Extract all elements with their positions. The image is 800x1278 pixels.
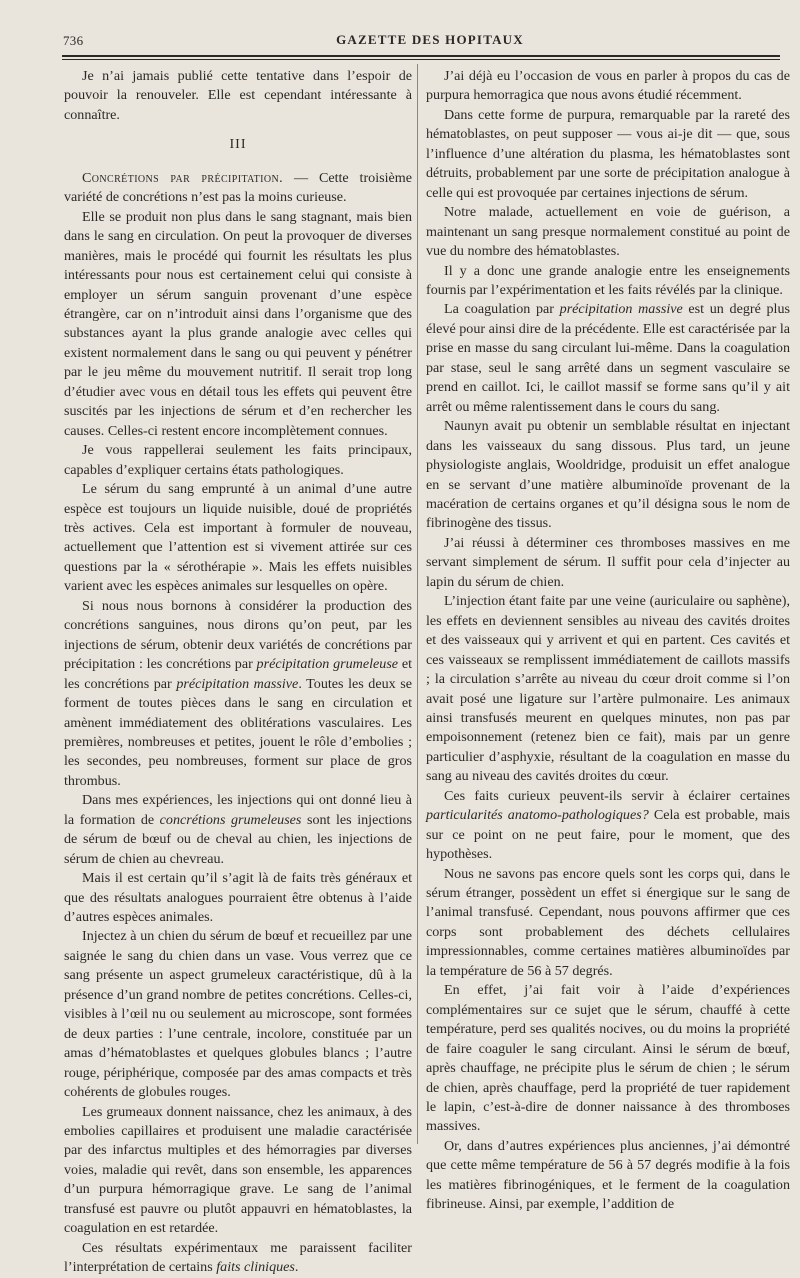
page-number: 736 bbox=[63, 33, 84, 48]
paragraph-text: est un degré plus élevé pour ainsi dire de la précédente. Elle est caractérisée par la prise en masse du sang circulant lui-même. Dans la coagulation par stase, seul le sang arrêté dans un segment vasculaire se prend en caillot. Ici, le caillot massif se forme sans qu’il y ait arrêt ou même ralentissement dans le cours du sang. bbox=[426, 301, 790, 415]
paragraph bbox=[64, 597, 412, 792]
paragraph-text: — Cette troisième variété de concrétions n’est pas la moins curieuse. bbox=[64, 169, 413, 206]
paragraph: L’injection étant faite par une veine (auriculaire ou saphène), les effets en deviennent sensibles au niveau des cavités droites et des vaisseaux qui y arrivent et qui en partent. Ces cavités et ces vaisseaux se remplissent immédiatement de caillots massifs ; la circulation s’arrête au niveau du cœur droit comme si l’on avait posé une ligature sur l’artère pulmonaire. Les animaux ainsi transfusés meurent en quelques minutes, non pas par empoisonnement (retenez bien ce fait), mais par un genre particulier d’asphyxie, résultant de la coagulation en masse du sang au niveau des cavités droites du cœur. bbox=[426, 593, 790, 785]
paragraph-text: Dans mes expériences, les injections qui ont donné lieu à la formation de bbox=[64, 792, 412, 828]
emphasis: faits cliniques bbox=[216, 1259, 295, 1276]
journal-title: GAZETTE DES HOPITAUX bbox=[336, 32, 524, 47]
paragraph: Je n’ai jamais publié cette tentative dans l’espoir de pouvoir la renouveler. Elle est cependant intéressante à connaître. bbox=[64, 68, 412, 123]
emphasis: précipitation massive bbox=[559, 301, 683, 318]
paragraph: Or, dans d’autres expériences plus anciennes, j’ai démontré que cette même température de 56 à 57 degrés modifie à la fois les matières fibrinogéniques, et le ferment de la coagulation fibrineuse. Ainsi, par exemple, l’addition de bbox=[426, 1137, 790, 1213]
emphasis: précipitation grumeleuse bbox=[256, 656, 399, 673]
section-heading: Concrétions par précipitation. bbox=[82, 169, 284, 186]
page-header bbox=[0, 26, 800, 50]
paragraph bbox=[426, 787, 790, 865]
column-divider bbox=[417, 64, 418, 1144]
paragraph: Injectez à un chien du sérum de bœuf et recueillez par une saignée le sang du chien dans un vase. Vous verrez que ce sang présente un aspect grumeleux caractéristique, dû à la présence d’un grand nombre de petites concrétions. Celles-ci, visibles à l’œil nu ou seulement au microscope, sont formées de deux parties : l’une centrale, incolore, constituée par un amas d’hématoblastes et quelques globules blancs ; l’autre rouge, périphérique, composée par des amas compacts et très cohérents de globules rouges. bbox=[64, 928, 412, 1101]
paragraph bbox=[64, 791, 412, 869]
paragraph-text: Cela est probable, mais sur ce point on ne peut faire, pour le moment, que des hypothèses. bbox=[426, 807, 791, 863]
paragraph: Le sérum du sang emprunté à un animal d’une autre espèce est toujours un liquide nuisible, doué de propriétés très actives. Cela est important à formuler de nouveau, actuellement que l’attention est si vivement attirée sur ces questions par la « sérothérapie ». Mais les effets nuisibles varient avec les espèces animales sur lesquelles on opère. bbox=[64, 481, 412, 595]
paragraph-text: La coagulation par bbox=[444, 301, 560, 318]
paragraph-text: Si nous nous bornons à considérer la production des concrétions sanguines, nous dirons qu’on peut, par les injections de sérum, obtenir deux variétés de concrétions par précipitation : les concrétions par bbox=[64, 597, 412, 673]
paragraph: Les grumeaux donnent naissance, chez les animaux, à des embolies capillaires et produisent une maladie caractérisée par des infarctus multiples et des hémorragies par diverses voies, maladie qui revêt, dans son ensemble, les apparences d’un purpura hémorragique grave. Le sang de l’animal transfusé est pauvre ou plutôt appauvri en hématoblastes, la coagulation en est retardée. bbox=[64, 1103, 412, 1237]
paragraph: Elle se produit non plus dans le sang stagnant, mais bien dans le sang en circulation. On peut la provoquer de diverses manières, mais le procédé qui fournit les résultats les plus intéressants pour nous est certainement celui qui consiste à employer un sérum sanguin provenant d’une espèce étrangère, car on n’introduit ainsi dans l’organisme que des substances ayant la plus grande analogie avec celles qui existent normalement dans le sang ou qui peuvent y pénétrer par le jeu même du mouvement nutritif. Il serait trop long d’étudier avec vous en détail tous les effets qui peuvent être suscités par les injections de sérum et d’en rechercher les causes. Celles-ci restent encore incomplètement connues. bbox=[64, 208, 412, 439]
paragraph: Naunyn avait pu obtenir un semblable résultat en injectant dans les vaisseaux du sang dissous. Plus tard, un jeune physiologiste anglais, Wooldridge, produisit un effet analogue en se servant d’une matière albuminoïde provenant de la macération de certains organes et qu’il désigna sous le nom de fibrinogène des tissus. bbox=[426, 418, 790, 532]
emphasis: concrétions grumeleuses bbox=[159, 811, 302, 828]
section-number: III bbox=[229, 136, 247, 153]
paragraph: Dans cette forme de purpura, remarquable par la rareté des hématoblastes, on peut supposer — vous ai-je dit — que, sous l’influence d’une altération du plasma, les hématoblastes sont détruits, probablement par une sorte de précipitation analogue à celle qui est provoquée par certaines injections de sérum. bbox=[426, 106, 790, 201]
paragraph bbox=[64, 169, 412, 208]
paragraph: Il y a donc une grande analogie entre les enseignements fournis par l’expérimentation et les faits révélés par la clinique. bbox=[426, 262, 790, 298]
paragraph-text: . bbox=[294, 1259, 299, 1276]
header-rule-thin bbox=[62, 59, 780, 60]
paragraph-text: Ces faits curieux peuvent-ils servir à éclairer certaines bbox=[444, 787, 790, 804]
paragraph-text: Ces résultats expérimentaux me paraissent faciliter l’interprétation de certains bbox=[64, 1239, 412, 1276]
left-column bbox=[64, 67, 412, 1278]
paragraph: J’ai réussi à déterminer ces thromboses massives en me servant simplement de sérum. Il suffit pour cela d’injecter au lapin du sérum de chien. bbox=[426, 534, 790, 590]
emphasis: précipitation massive bbox=[176, 675, 299, 692]
paragraph: Mais il est certain qu’il s’agit là de faits très généraux et que des résultats analogues pourraient être obtenus à l’aide d’autres espèces animales. bbox=[64, 870, 412, 926]
paragraph: En effet, j’ai fait voir à l’aide d’expériences complémentaires sur ce sujet que le sérum, chauffé à cette température, perd ses qualités nocives, ou du moins la propriété de faire coaguler le sang circulant. Ainsi le sérum de bœuf, après chauffage, ne précipite plus le sérum de chien ; le sérum de chien, après chauffage, perd la propriété de tuer rapidement le lapin, c’est-à-dire de donner naissance à des thromboses massives. bbox=[426, 982, 790, 1135]
header-rule-thick bbox=[62, 55, 780, 57]
paragraph-text: et les concrétions par bbox=[64, 656, 413, 692]
emphasis: particularités anatomo-pathologiques? bbox=[426, 807, 649, 824]
paragraph: Nous ne savons pas encore quels sont les corps qui, dans le sérum étranger, possèdent un effet si énergique sur le sang de l’animal transfusé. Cependant, nous pouvons affirmer que ces corps sont probablement des déchets cellulaires impressionnables, comme certaines matières albuminoïdes par la température de 56 à 57 degrés. bbox=[426, 865, 790, 979]
paragraph-text: . Toutes les deux se forment de toutes pièces dans le sang en circulation et amènent immédiatement des oblitérations vasculaires. Les premières, nombreuses et petites, jouent le rôle d’embolies ; les secondes, peu nombreuses, forment sur place de gros thrombus. bbox=[64, 675, 413, 789]
right-column bbox=[426, 67, 790, 1215]
paragraph: Je vous rappellerai seulement les faits principaux, capables d’expliquer certains états pathologiques. bbox=[64, 442, 412, 478]
paragraph: J’ai déjà eu l’occasion de vous en parler à propos du cas de purpura hemorragica que nous avons étudié récemment. bbox=[426, 68, 790, 104]
paragraph bbox=[426, 300, 790, 417]
paragraph: Notre malade, actuellement en voie de guérison, a maintenant un sang presque normalement constitué au point de vue du nombre des hématoblastes. bbox=[426, 204, 790, 260]
paragraph-text: sont les injections de sérum de bœuf ou de cheval au chien, les injections de sérum de chien au chevreau. bbox=[64, 811, 412, 867]
paragraph bbox=[64, 1239, 412, 1278]
